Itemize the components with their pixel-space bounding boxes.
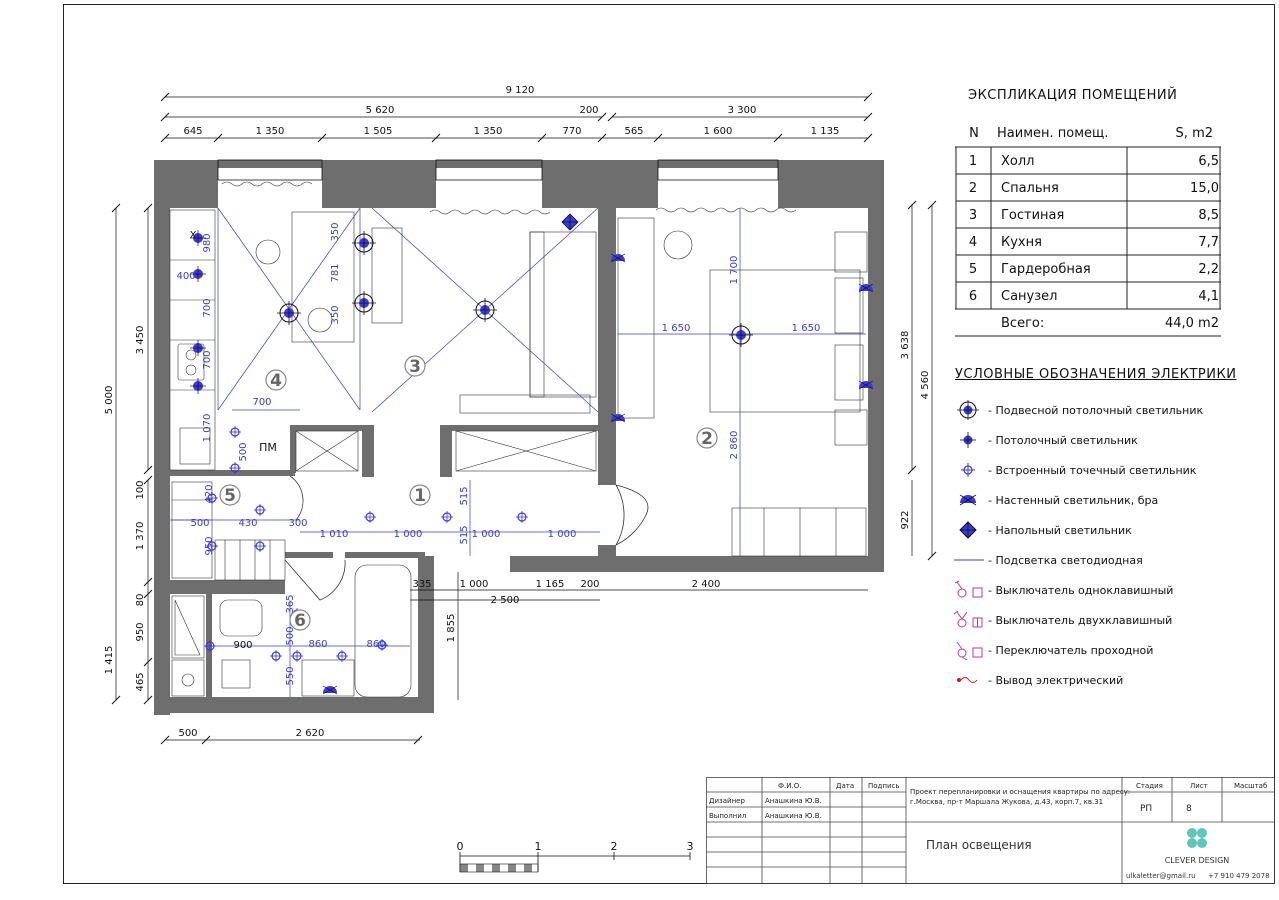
- tb-stage-label: Стадия: [1136, 782, 1163, 790]
- dim-980: 980: [202, 233, 213, 253]
- row-name: Холл: [1001, 154, 1035, 169]
- dim-1650a: 1 650: [661, 323, 691, 334]
- dim-781: 781: [330, 263, 341, 283]
- explication-row: [955, 175, 1221, 202]
- furniture: [172, 212, 867, 697]
- row-n: 2: [968, 181, 978, 196]
- row-area: 4,1: [1198, 289, 1219, 304]
- legend: [952, 400, 1252, 700]
- dim-left-7: 465: [135, 672, 146, 692]
- row-area: 15,0: [1190, 181, 1219, 196]
- dim-left-5: 80: [135, 593, 146, 607]
- dim-left-3: 100: [135, 480, 146, 500]
- scale-tick-0: 0: [456, 840, 464, 853]
- dim-right-block: 3 300: [727, 105, 757, 116]
- dim-1650b: 1 650: [791, 323, 821, 334]
- row-name: Кухня: [1001, 235, 1042, 250]
- tb-executor-role: Выполнил: [709, 812, 747, 820]
- tb-phone: +7 910 479 2078: [1208, 872, 1270, 880]
- dim-430: 430: [238, 518, 258, 529]
- dim-1010: 1 010: [319, 529, 349, 540]
- room-number-5: 5: [224, 486, 236, 506]
- legend-title: УСЛОВНЫЕ ОБОЗНАЧЕНИЯ ЭЛЕКТРИКИ: [955, 367, 1237, 382]
- explication-row: [955, 148, 1221, 175]
- room-number-4: 4: [270, 371, 282, 391]
- room-number-6: 6: [294, 611, 306, 631]
- legend-label: - Встроенный точечный светильник: [988, 463, 1197, 477]
- row-n: 1: [968, 154, 978, 169]
- dim-bottom-4: 1 000: [459, 579, 489, 590]
- scale-tick-3: 3: [686, 840, 694, 853]
- dim-bottom-6: 200: [580, 579, 600, 590]
- total-label: Всего:: [1001, 316, 1045, 331]
- row-name: Спальня: [1001, 181, 1059, 196]
- dim-860a: 860: [308, 639, 328, 650]
- tb-col-date: Дата: [836, 782, 855, 790]
- legend-item: [952, 610, 1172, 630]
- spot-light-icon: [952, 460, 988, 480]
- dim-bottom-2: 2 620: [295, 728, 325, 739]
- row-n: 5: [968, 262, 978, 277]
- tb-email: ulkaletter@gmail.ru: [1126, 872, 1196, 880]
- dim-top-4: 1 350: [473, 126, 503, 137]
- dim-top-5: 770: [562, 126, 582, 137]
- dim-515a: 515: [459, 486, 470, 506]
- dim-350b: 350: [330, 305, 341, 325]
- curtains: [222, 182, 796, 214]
- dim-700b: 700: [202, 350, 213, 370]
- legend-item: [952, 640, 1153, 660]
- legend-label: - Переключатель проходной: [988, 643, 1154, 657]
- explication-total-row: [955, 310, 1221, 337]
- dim-bottom-1: 500: [178, 728, 198, 739]
- legend-label: - Выключатель одноклавишный: [988, 583, 1174, 597]
- legend-item: [952, 520, 1132, 540]
- dim-left-8: 1 415: [104, 645, 115, 675]
- wall-light-icon: [952, 490, 988, 510]
- dim-left-block: 5 620: [365, 105, 395, 116]
- legend-label: - Подсветка светодиодная: [988, 553, 1143, 567]
- tb-project-text-1: Проект перепланировки и оснащения квартиры по адресу:: [910, 788, 1131, 796]
- dim-left-2: 3 450: [135, 325, 146, 355]
- dim-900: 900: [233, 640, 253, 651]
- legend-label: - Выключатель двухклавишный: [988, 613, 1173, 627]
- explication-table: [957, 120, 1219, 146]
- switch-pass-icon: [952, 640, 988, 660]
- dim-right-2: 4 560: [920, 370, 931, 400]
- led-strip-icon: [952, 550, 988, 570]
- row-n: 3: [968, 208, 978, 223]
- dim-950: 950: [204, 536, 215, 556]
- dim-bottom-3: 335: [412, 579, 432, 590]
- legend-item: [952, 580, 1173, 600]
- room-number-1: 1: [414, 486, 426, 506]
- legend-item: [952, 490, 1158, 510]
- legend-item: [952, 550, 1143, 570]
- row-name: Санузел: [1001, 289, 1058, 304]
- dim-right-1: 3 638: [900, 330, 911, 360]
- legend-label: - Подвесной потолочный светильник: [988, 403, 1204, 417]
- dim-top-7: 1 600: [703, 126, 733, 137]
- dim-500b: 500: [190, 518, 210, 529]
- dim-400: 400: [176, 271, 196, 282]
- dim-550: 550: [285, 666, 296, 686]
- tb-designer-name: Анашкина Ю.В.: [765, 797, 822, 805]
- explication-row: [955, 229, 1221, 256]
- room-number-2: 2: [701, 429, 713, 449]
- tb-stage-value: РП: [1140, 804, 1153, 814]
- total-value: 44,0 m2: [1164, 316, 1219, 331]
- row-name: Гардеробная: [1001, 262, 1091, 277]
- dim-bottom-5: 1 165: [535, 579, 565, 590]
- col-n: N: [969, 125, 979, 141]
- dim-1700: 1 700: [729, 255, 740, 285]
- dim-top-2: 1 350: [255, 126, 285, 137]
- explication-title: ЭКСПЛИКАЦИЯ ПОМЕЩЕНИЙ: [968, 88, 1178, 103]
- legend-item: [952, 430, 1138, 450]
- dim-right-4: 1 855: [446, 613, 457, 643]
- dim-top-6: 565: [624, 126, 644, 137]
- dim-860b: 860: [366, 639, 386, 650]
- legend-item: [952, 460, 1196, 480]
- dim-bottom-8: 2 500: [490, 595, 520, 606]
- explication-rows: [955, 148, 1221, 337]
- legend-label: - Настенный светильник, бра: [988, 493, 1159, 507]
- tb-executor-name: Анашкина Ю.В.: [765, 812, 822, 820]
- dim-1000a: 1 000: [393, 529, 423, 540]
- switch-single-icon: [952, 580, 988, 600]
- row-area: 7,7: [1198, 235, 1219, 250]
- dim-total: 9 120: [505, 85, 535, 96]
- legend-label: - Потолочный светильник: [988, 433, 1138, 447]
- explication-row: [955, 202, 1221, 229]
- dim-top-1: 645: [183, 126, 203, 137]
- dim-left-6: 950: [135, 622, 146, 642]
- tb-sheet-label: Лист: [1190, 782, 1208, 790]
- ceiling-light-icon: [952, 430, 988, 450]
- dim-top-8: 1 135: [810, 126, 840, 137]
- pm-label: ПМ: [259, 441, 277, 454]
- legend-label: - Вывод электрический: [988, 673, 1124, 687]
- row-n: 6: [968, 289, 978, 304]
- dim-700a: 700: [202, 298, 213, 318]
- dim-left-1: 5 000: [104, 385, 115, 415]
- floor-lamp-icon: [952, 520, 988, 540]
- dim-bottom-7: 2 400: [691, 579, 721, 590]
- room-number-3: 3: [409, 357, 421, 377]
- dim-350a: 350: [330, 222, 341, 242]
- tb-drawing-title: План освещения: [926, 838, 1032, 852]
- row-area: 2,2: [1198, 262, 1219, 277]
- legend-item: [952, 400, 1203, 420]
- row-name: Гостиная: [1001, 208, 1065, 223]
- switch-double-icon: [952, 610, 988, 630]
- legend-item: [952, 670, 1123, 690]
- dim-1000c: 1 000: [547, 529, 577, 540]
- tb-designer-role: Дизайнер: [709, 797, 745, 805]
- dim-700c: 700: [252, 397, 272, 408]
- dim-420: 420: [204, 484, 215, 504]
- dim-500c: 500: [285, 626, 296, 646]
- kitchen-mark: X: [189, 230, 197, 241]
- scale-tick-1: 1: [534, 840, 542, 853]
- walls: [154, 160, 884, 715]
- scale-bar: [450, 838, 700, 878]
- explication-row: [955, 283, 1221, 310]
- dim-1070: 1 070: [202, 413, 213, 443]
- tb-brand: CLEVER DESIGN: [1164, 856, 1230, 865]
- tb-project-text-2: г.Москва, пр-т Маршала Жукова, д.43, корп.7, кв.31: [910, 798, 1104, 806]
- legend-label: - Напольный светильник: [988, 523, 1132, 537]
- tb-col-sign: Подпись: [868, 782, 900, 790]
- title-block: [706, 777, 1276, 885]
- pendant-light-icon: [952, 400, 988, 420]
- row-area: 6,5: [1198, 154, 1219, 169]
- electric-outlet-icon: [952, 670, 988, 690]
- tb-col-fio: Ф.И.О.: [778, 782, 802, 790]
- dim-right-3: 922: [900, 510, 911, 530]
- dim-515b: 515: [459, 525, 470, 545]
- tb-scale-label: Масштаб: [1234, 782, 1268, 790]
- dim-left-4: 1 370: [135, 521, 146, 551]
- dim-500a: 500: [238, 442, 249, 462]
- tb-sheet-value: 8: [1186, 804, 1192, 814]
- dim-365: 365: [285, 594, 296, 614]
- clover-logo-icon: [1187, 828, 1207, 848]
- dim-2860: 2 860: [729, 430, 740, 460]
- row-area: 8,5: [1198, 208, 1219, 223]
- explication-row: [955, 256, 1221, 283]
- col-name: Наимен. помещ.: [997, 125, 1109, 141]
- dim-gap: 200: [579, 105, 599, 116]
- col-area: S, m2: [1175, 125, 1213, 141]
- dim-300: 300: [288, 518, 308, 529]
- scale-tick-2: 2: [610, 840, 618, 853]
- dim-1000b: 1 000: [471, 529, 501, 540]
- row-n: 4: [968, 235, 978, 250]
- dim-top-3: 1 505: [363, 126, 393, 137]
